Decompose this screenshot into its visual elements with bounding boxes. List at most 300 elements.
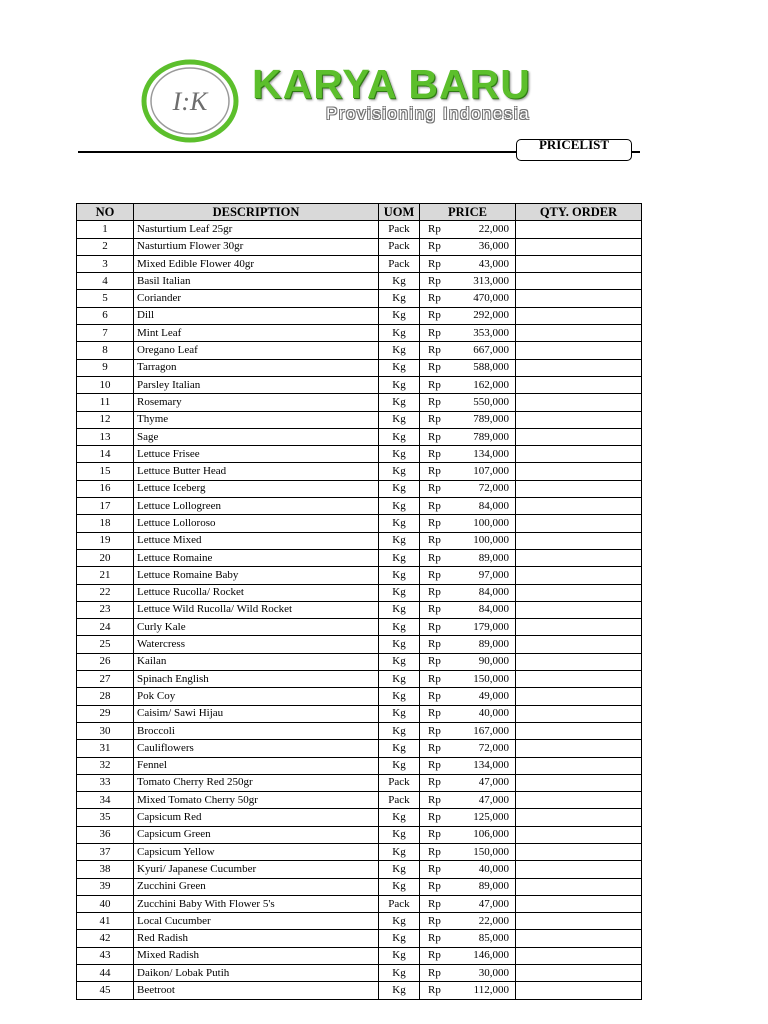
qty-order-cell[interactable] [516,359,642,376]
currency-label: Rp [428,776,441,789]
product-description: Broccoli [134,722,379,739]
price-amount: 84,000 [478,499,509,512]
product-description: Oregano Leaf [134,342,379,359]
table-row [77,774,642,791]
unit-of-measure: Kg [379,965,420,982]
price-amount: 100,000 [473,534,509,547]
row-number: 39 [77,878,134,895]
qty-order-cell[interactable] [516,290,642,307]
row-number: 40 [77,895,134,912]
product-description: Fennel [134,757,379,774]
product-description: Lettuce Lolloroso [134,515,379,532]
table-row [77,238,642,255]
row-number: 45 [77,982,134,999]
row-number: 17 [77,498,134,515]
unit-of-measure: Kg [379,653,420,670]
row-number: 42 [77,930,134,947]
product-description: Spinach English [134,671,379,688]
price-cell [420,792,516,809]
table-row [77,947,642,964]
table-row [77,619,642,636]
currency-label: Rp [428,447,441,460]
price-cell [420,307,516,324]
currency-label: Rp [428,828,441,841]
price-cell [420,342,516,359]
product-description: Caisim/ Sawi Hijau [134,705,379,722]
unit-of-measure: Kg [379,290,420,307]
unit-of-measure: Pack [379,238,420,255]
currency-label: Rp [428,966,441,979]
currency-label: Rp [428,862,441,875]
price-amount: 72,000 [478,741,509,754]
unit-of-measure: Kg [379,619,420,636]
row-number: 22 [77,584,134,601]
qty-order-cell[interactable] [516,774,642,791]
currency-label: Rp [428,914,441,927]
table-row [77,895,642,912]
logo-emblem-text: I:K [172,87,208,116]
product-description: Rosemary [134,394,379,411]
unit-of-measure: Kg [379,636,420,653]
product-description: Mixed Radish [134,947,379,964]
qty-order-cell[interactable] [516,757,642,774]
row-number: 4 [77,273,134,290]
product-description: Capsicum Red [134,809,379,826]
currency-label: Rp [428,811,441,824]
qty-order-cell[interactable] [516,238,642,255]
currency-label: Rp [428,361,441,374]
qty-order-cell[interactable] [516,273,642,290]
price-amount: 789,000 [473,430,509,443]
qty-order-cell[interactable] [516,428,642,445]
price-cell [420,826,516,843]
price-amount: 85,000 [478,932,509,945]
currency-label: Rp [428,603,441,616]
qty-order-cell[interactable] [516,861,642,878]
logo-tagline: Provisioning Indonesia [326,104,531,123]
qty-order-cell[interactable] [516,843,642,860]
unit-of-measure: Kg [379,498,420,515]
qty-order-cell[interactable] [516,325,642,342]
currency-label: Rp [428,395,441,408]
currency-label: Rp [428,534,441,547]
table-row [77,515,642,532]
table-row [77,255,642,272]
qty-order-cell[interactable] [516,480,642,497]
unit-of-measure: Kg [379,394,420,411]
qty-order-cell[interactable] [516,688,642,705]
product-description: Tarragon [134,359,379,376]
currency-label: Rp [428,689,441,702]
column-header-no: NO [77,204,134,221]
qty-order-cell[interactable] [516,826,642,843]
table-row [77,463,642,480]
row-number: 32 [77,757,134,774]
price-amount: 588,000 [473,361,509,374]
table-row [77,757,642,774]
currency-label: Rp [428,551,441,564]
unit-of-measure: Kg [379,878,420,895]
table-row [77,446,642,463]
product-description: Daikon/ Lobak Putih [134,965,379,982]
row-number: 27 [77,671,134,688]
row-number: 9 [77,359,134,376]
row-number: 11 [77,394,134,411]
row-number: 23 [77,601,134,618]
product-description: Capsicum Green [134,826,379,843]
product-description: Pok Coy [134,688,379,705]
price-amount: 90,000 [478,655,509,668]
unit-of-measure: Pack [379,792,420,809]
unit-of-measure: Kg [379,515,420,532]
product-description: Red Radish [134,930,379,947]
currency-label: Rp [428,586,441,599]
price-amount: 72,000 [478,482,509,495]
price-amount: 47,000 [478,897,509,910]
currency-label: Rp [428,932,441,945]
table-row [77,792,642,809]
row-number: 28 [77,688,134,705]
price-cell [420,653,516,670]
currency-label: Rp [428,378,441,391]
currency-label: Rp [428,672,441,685]
unit-of-measure: Kg [379,722,420,739]
table-row [77,221,642,238]
product-description: Capsicum Yellow [134,843,379,860]
unit-of-measure: Pack [379,255,420,272]
price-amount: 179,000 [473,620,509,633]
product-description: Zucchini Green [134,878,379,895]
price-cell [420,221,516,238]
currency-label: Rp [428,516,441,529]
price-amount: 167,000 [473,724,509,737]
row-number: 31 [77,740,134,757]
table-row [77,307,642,324]
qty-order-cell[interactable] [516,221,642,238]
table-row [77,671,642,688]
qty-order-cell[interactable] [516,671,642,688]
row-number: 3 [77,255,134,272]
table-row [77,843,642,860]
table-row [77,290,642,307]
unit-of-measure: Kg [379,913,420,930]
product-description: Thyme [134,411,379,428]
qty-order-cell[interactable] [516,394,642,411]
row-number: 14 [77,446,134,463]
currency-label: Rp [428,222,441,235]
table-row [77,601,642,618]
currency-label: Rp [428,240,441,253]
qty-order-cell[interactable] [516,653,642,670]
row-number: 21 [77,567,134,584]
price-amount: 125,000 [473,811,509,824]
qty-order-cell[interactable] [516,619,642,636]
price-cell [420,376,516,393]
price-cell [420,861,516,878]
row-number: 13 [77,428,134,445]
unit-of-measure: Pack [379,221,420,238]
table-row [77,826,642,843]
qty-order-cell[interactable] [516,982,642,999]
table-row [77,653,642,670]
currency-label: Rp [428,465,441,478]
product-description: Lettuce Romaine Baby [134,567,379,584]
price-cell [420,930,516,947]
qty-order-cell[interactable] [516,549,642,566]
price-cell [420,740,516,757]
table-row [77,532,642,549]
currency-label: Rp [428,344,441,357]
qty-order-cell[interactable] [516,913,642,930]
qty-order-cell[interactable] [516,463,642,480]
logo-brand-name: KARYA BARU [252,61,531,107]
row-number: 44 [77,965,134,982]
qty-order-cell[interactable] [516,498,642,515]
price-amount: 47,000 [478,793,509,806]
row-number: 33 [77,774,134,791]
qty-order-cell[interactable] [516,722,642,739]
row-number: 12 [77,411,134,428]
currency-label: Rp [428,897,441,910]
row-number: 20 [77,549,134,566]
product-description: Lettuce Mixed [134,532,379,549]
price-cell [420,584,516,601]
unit-of-measure: Kg [379,843,420,860]
table-row [77,636,642,653]
qty-order-cell[interactable] [516,636,642,653]
currency-label: Rp [428,620,441,633]
unit-of-measure: Kg [379,584,420,601]
row-number: 35 [77,809,134,826]
qty-order-cell[interactable] [516,307,642,324]
price-amount: 40,000 [478,862,509,875]
price-amount: 107,000 [473,465,509,478]
qty-order-cell[interactable] [516,878,642,895]
product-description: Zucchini Baby With Flower 5's [134,895,379,912]
price-amount: 550,000 [473,395,509,408]
price-cell [420,671,516,688]
row-number: 41 [77,913,134,930]
qty-order-cell[interactable] [516,809,642,826]
qty-order-cell[interactable] [516,792,642,809]
price-cell [420,843,516,860]
product-description: Mixed Tomato Cherry 50gr [134,792,379,809]
price-amount: 84,000 [478,603,509,616]
currency-label: Rp [428,949,441,962]
unit-of-measure: Kg [379,705,420,722]
price-amount: 470,000 [473,292,509,305]
row-number: 43 [77,947,134,964]
table-row [77,394,642,411]
product-description: Kyuri/ Japanese Cucumber [134,861,379,878]
price-amount: 150,000 [473,845,509,858]
product-description: Lettuce Romaine [134,549,379,566]
unit-of-measure: Kg [379,549,420,566]
price-cell [420,532,516,549]
row-number: 16 [77,480,134,497]
currency-label: Rp [428,257,441,270]
price-amount: 30,000 [478,966,509,979]
product-description: Lettuce Lollogreen [134,498,379,515]
unit-of-measure: Kg [379,376,420,393]
table-row [77,722,642,739]
row-number: 6 [77,307,134,324]
table-row [77,809,642,826]
table-row [77,428,642,445]
price-cell [420,255,516,272]
qty-order-cell[interactable] [516,446,642,463]
price-amount: 150,000 [473,672,509,685]
unit-of-measure: Kg [379,930,420,947]
price-cell [420,411,516,428]
product-description: Sage [134,428,379,445]
table-row [77,930,642,947]
price-cell [420,601,516,618]
price-cell [420,774,516,791]
price-cell [420,947,516,964]
price-amount: 89,000 [478,638,509,651]
price-amount: 667,000 [473,344,509,357]
price-amount: 97,000 [478,568,509,581]
unit-of-measure: Kg [379,947,420,964]
currency-label: Rp [428,759,441,772]
qty-order-cell[interactable] [516,532,642,549]
price-cell [420,688,516,705]
product-description: Lettuce Butter Head [134,463,379,480]
unit-of-measure: Kg [379,567,420,584]
row-number: 10 [77,376,134,393]
price-amount: 100,000 [473,516,509,529]
price-amount: 353,000 [473,326,509,339]
qty-order-cell[interactable] [516,965,642,982]
row-number: 38 [77,861,134,878]
currency-label: Rp [428,326,441,339]
price-amount: 36,000 [478,240,509,253]
product-description: Nasturtium Flower 30gr [134,238,379,255]
qty-order-cell[interactable] [516,411,642,428]
qty-order-cell[interactable] [516,930,642,947]
currency-label: Rp [428,707,441,720]
qty-order-cell[interactable] [516,515,642,532]
product-description: Curly Kale [134,619,379,636]
product-description: Lettuce Frisee [134,446,379,463]
price-amount: 313,000 [473,274,509,287]
table-row [77,965,642,982]
currency-label: Rp [428,880,441,893]
currency-label: Rp [428,274,441,287]
table-header-row [77,204,642,221]
price-cell [420,273,516,290]
qty-order-cell[interactable] [516,947,642,964]
qty-order-cell[interactable] [516,895,642,912]
price-cell [420,515,516,532]
unit-of-measure: Kg [379,463,420,480]
unit-of-measure: Kg [379,359,420,376]
unit-of-measure: Kg [379,809,420,826]
qty-order-cell[interactable] [516,601,642,618]
unit-of-measure: Kg [379,411,420,428]
row-number: 26 [77,653,134,670]
row-number: 18 [77,515,134,532]
product-description: Kailan [134,653,379,670]
product-description: Parsley Italian [134,376,379,393]
document-title: PRICELIST [516,139,632,161]
currency-label: Rp [428,984,441,996]
company-logo [140,58,580,148]
qty-order-cell[interactable] [516,342,642,359]
unit-of-measure: Kg [379,307,420,324]
price-cell [420,809,516,826]
table-row [77,342,642,359]
currency-label: Rp [428,482,441,495]
product-description: Lettuce Rucolla/ Rocket [134,584,379,601]
table-body [77,221,642,999]
currency-label: Rp [428,309,441,322]
qty-order-cell[interactable] [516,705,642,722]
price-amount: 106,000 [473,828,509,841]
currency-label: Rp [428,638,441,651]
row-number: 29 [77,705,134,722]
table-row [77,411,642,428]
row-number: 7 [77,325,134,342]
price-cell [420,982,516,999]
price-cell [420,394,516,411]
qty-order-cell[interactable] [516,376,642,393]
row-number: 36 [77,826,134,843]
table-row [77,549,642,566]
row-number: 5 [77,290,134,307]
price-amount: 49,000 [478,689,509,702]
qty-order-cell[interactable] [516,255,642,272]
qty-order-cell[interactable] [516,567,642,584]
column-header-uom: UOM [379,204,420,221]
table-row [77,740,642,757]
table-row [77,498,642,515]
price-cell [420,705,516,722]
price-cell [420,428,516,445]
qty-order-cell[interactable] [516,740,642,757]
qty-order-cell[interactable] [516,584,642,601]
table-row [77,982,642,999]
table-row [77,705,642,722]
unit-of-measure: Kg [379,826,420,843]
unit-of-measure: Kg [379,982,420,999]
price-cell [420,913,516,930]
price-amount: 40,000 [478,707,509,720]
table-row [77,273,642,290]
product-description: Local Cucumber [134,913,379,930]
unit-of-measure: Kg [379,532,420,549]
product-description: Watercress [134,636,379,653]
currency-label: Rp [428,430,441,443]
unit-of-measure: Pack [379,774,420,791]
table-row [77,584,642,601]
unit-of-measure: Kg [379,861,420,878]
price-cell [420,480,516,497]
price-amount: 292,000 [473,309,509,322]
price-amount: 162,000 [473,378,509,391]
row-number: 34 [77,792,134,809]
row-number: 24 [77,619,134,636]
price-amount: 84,000 [478,586,509,599]
price-amount: 112,000 [473,984,509,996]
price-cell [420,498,516,515]
unit-of-measure: Kg [379,480,420,497]
price-cell [420,325,516,342]
currency-label: Rp [428,845,441,858]
price-amount: 47,000 [478,776,509,789]
table-row [77,913,642,930]
